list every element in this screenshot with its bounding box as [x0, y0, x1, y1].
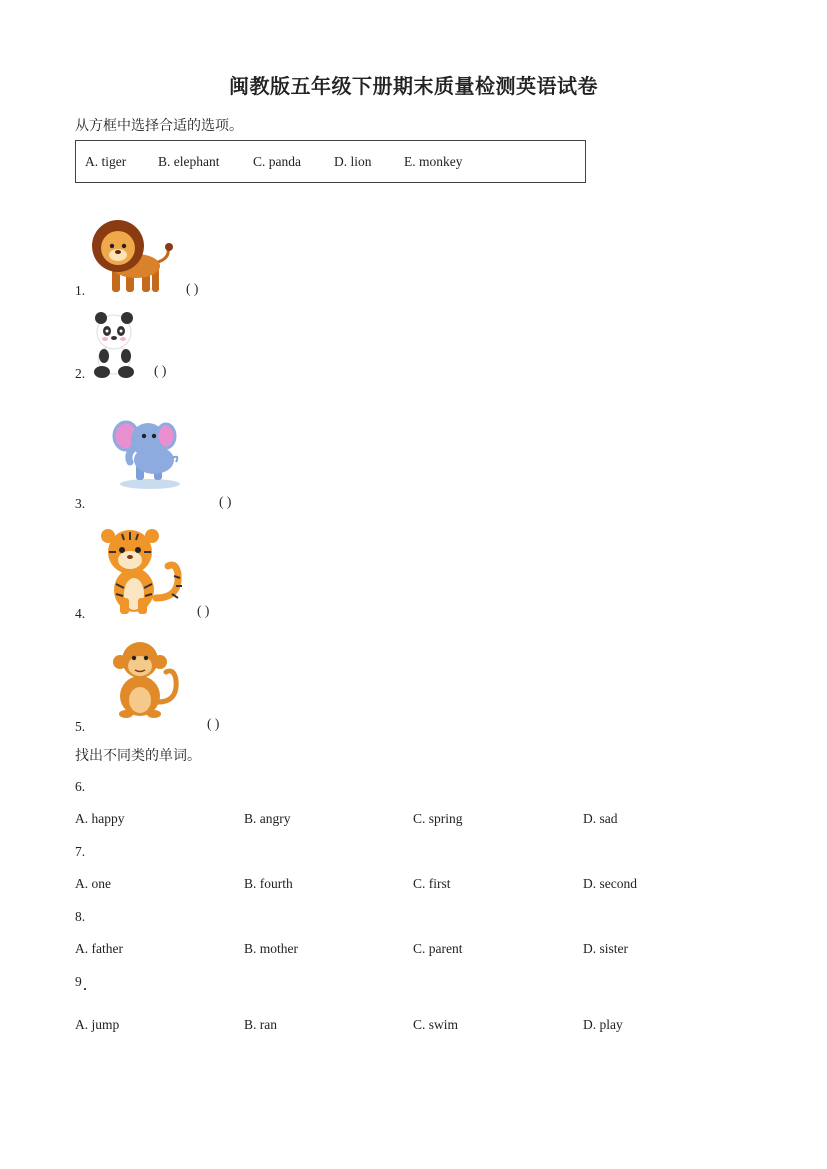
- monkey-image: [108, 640, 182, 720]
- option-b: B. elephant: [158, 154, 220, 169]
- option-e: E. monkey: [404, 154, 463, 169]
- choice-a: A. father: [75, 941, 123, 956]
- tiger-image: [96, 528, 186, 616]
- question-number: 7.: [75, 844, 86, 859]
- options-box: [75, 140, 586, 183]
- choice-b: B. ran: [244, 1017, 277, 1032]
- choice-d: D. play: [583, 1017, 623, 1032]
- question-number: 5.: [75, 719, 86, 734]
- elephant-image: [112, 414, 184, 490]
- choice-d: D. sister: [583, 941, 628, 956]
- choice-a: A. jump: [75, 1017, 120, 1032]
- choice-a: A. one: [75, 876, 111, 891]
- stray-dot: [84, 988, 86, 990]
- question-number: 6.: [75, 779, 86, 794]
- section1-instruction: 从方框中选择合适的选项。: [75, 119, 243, 134]
- question-number: 8.: [75, 909, 86, 924]
- choice-b: B. fourth: [244, 876, 293, 891]
- page-title: 闽教版五年级下册期末质量检测英语试卷: [229, 76, 598, 98]
- question-number: 3.: [75, 496, 86, 511]
- question-number: 9: [75, 974, 82, 989]
- choice-d: D. sad: [583, 811, 618, 826]
- choice-c: C. swim: [413, 1017, 459, 1032]
- panda-image: [92, 310, 144, 380]
- question-number: 1.: [75, 283, 86, 298]
- answer-blank: ( ): [154, 363, 167, 378]
- choice-a: A. happy: [75, 811, 125, 826]
- choice-c: C. spring: [413, 811, 463, 826]
- choice-d: D. second: [583, 876, 637, 891]
- question-number: 2.: [75, 366, 86, 381]
- choice-c: C. parent: [413, 941, 463, 956]
- answer-blank: ( ): [207, 716, 220, 731]
- choice-b: B. mother: [244, 941, 298, 956]
- option-d: D. lion: [334, 154, 372, 169]
- choice-c: C. first: [413, 876, 451, 891]
- lion-image: [90, 218, 176, 296]
- section2-instruction: 找出不同类的单词。: [75, 749, 201, 764]
- option-a: A. tiger: [85, 154, 127, 169]
- answer-blank: ( ): [197, 603, 210, 618]
- answer-blank: ( ): [219, 494, 232, 509]
- answer-blank: ( ): [186, 281, 199, 296]
- question-number: 4.: [75, 606, 86, 621]
- option-c: C. panda: [253, 154, 301, 169]
- choice-b: B. angry: [244, 811, 291, 826]
